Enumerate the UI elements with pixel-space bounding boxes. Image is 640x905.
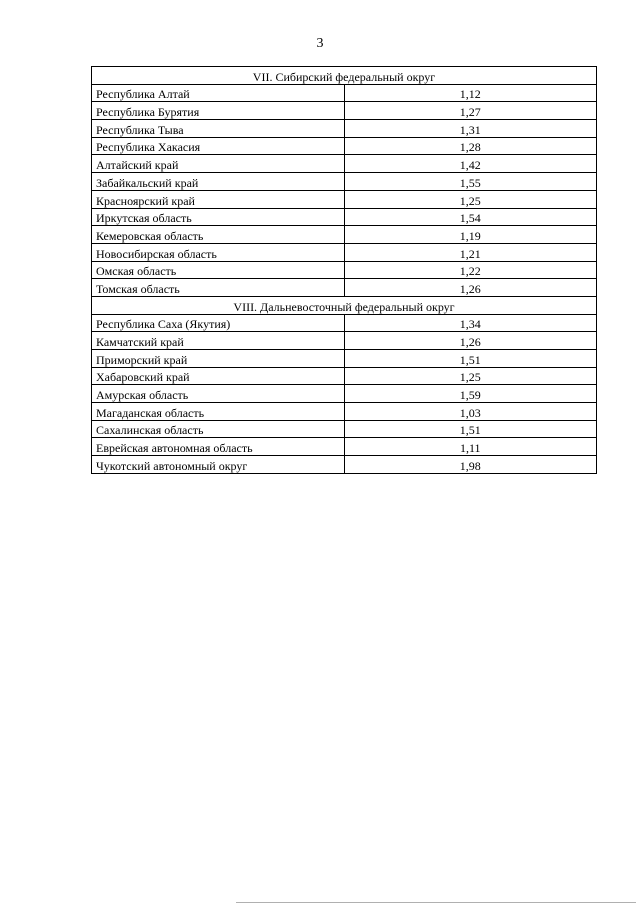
coefficient-value: 1,59 (344, 385, 597, 403)
region-name: Приморский край (92, 350, 345, 368)
table-row (92, 155, 597, 173)
table-row (92, 190, 597, 208)
region-name: Иркутская область (92, 208, 345, 226)
coefficient-value: 1,22 (344, 261, 597, 279)
region-name: Магаданская область (92, 403, 345, 421)
table-row (92, 173, 597, 191)
table-row (92, 456, 597, 474)
coefficient-value: 1,26 (344, 279, 597, 297)
table-row (92, 102, 597, 120)
section-title: VIII. Дальневосточный федеральный округ (92, 296, 597, 314)
region-name: Томская область (92, 279, 345, 297)
region-name: Амурская область (92, 385, 345, 403)
region-name: Кемеровская область (92, 226, 345, 244)
region-name: Еврейская автономная область (92, 438, 345, 456)
region-name: Хабаровский край (92, 367, 345, 385)
section-title: VII. Сибирский федеральный округ (92, 67, 597, 85)
region-name: Красноярский край (92, 190, 345, 208)
coefficient-value: 1,12 (344, 84, 597, 102)
region-name: Республика Алтай (92, 84, 345, 102)
region-name: Камчатский край (92, 332, 345, 350)
coefficient-value: 1,31 (344, 120, 597, 138)
table-row (92, 120, 597, 138)
coefficient-value: 1,28 (344, 137, 597, 155)
section-header-row (92, 67, 597, 85)
coefficient-value: 1,27 (344, 102, 597, 120)
region-name: Республика Хакасия (92, 137, 345, 155)
table-row (92, 350, 597, 368)
table-row (92, 84, 597, 102)
table-row (92, 438, 597, 456)
region-name: Омская область (92, 261, 345, 279)
region-name: Новосибирская область (92, 243, 345, 261)
coefficient-value: 1,34 (344, 314, 597, 332)
table-row (92, 332, 597, 350)
region-name: Республика Саха (Якутия) (92, 314, 345, 332)
page-number: 3 (316, 36, 324, 51)
coefficient-value: 1,21 (344, 243, 597, 261)
table-row (92, 403, 597, 421)
table-row (92, 314, 597, 332)
coefficient-value: 1,25 (344, 367, 597, 385)
table-row (92, 279, 597, 297)
scan-edge-divider (236, 902, 636, 903)
table-row (92, 226, 597, 244)
coefficient-value: 1,51 (344, 420, 597, 438)
region-name: Забайкальский край (92, 173, 345, 191)
region-name: Республика Бурятия (92, 102, 345, 120)
coefficient-value: 1,55 (344, 173, 597, 191)
coefficient-value: 1,42 (344, 155, 597, 173)
coefficient-value: 1,26 (344, 332, 597, 350)
coefficient-value: 1,51 (344, 350, 597, 368)
region-name: Чукотский автономный округ (92, 456, 345, 474)
coefficient-value: 1,54 (344, 208, 597, 226)
table-row (92, 385, 597, 403)
region-name: Сахалинская область (92, 420, 345, 438)
coefficient-value: 1,11 (344, 438, 597, 456)
coefficient-value: 1,03 (344, 403, 597, 421)
region-name: Республика Тыва (92, 120, 345, 138)
section-header-row (92, 296, 597, 314)
table-row (92, 420, 597, 438)
table-row (92, 137, 597, 155)
coefficients-table (91, 66, 597, 474)
table-row (92, 243, 597, 261)
table-row (92, 261, 597, 279)
table-row (92, 367, 597, 385)
region-name: Алтайский край (92, 155, 345, 173)
coefficient-value: 1,19 (344, 226, 597, 244)
coefficient-value: 1,25 (344, 190, 597, 208)
coefficient-value: 1,98 (344, 456, 597, 474)
table-row (92, 208, 597, 226)
